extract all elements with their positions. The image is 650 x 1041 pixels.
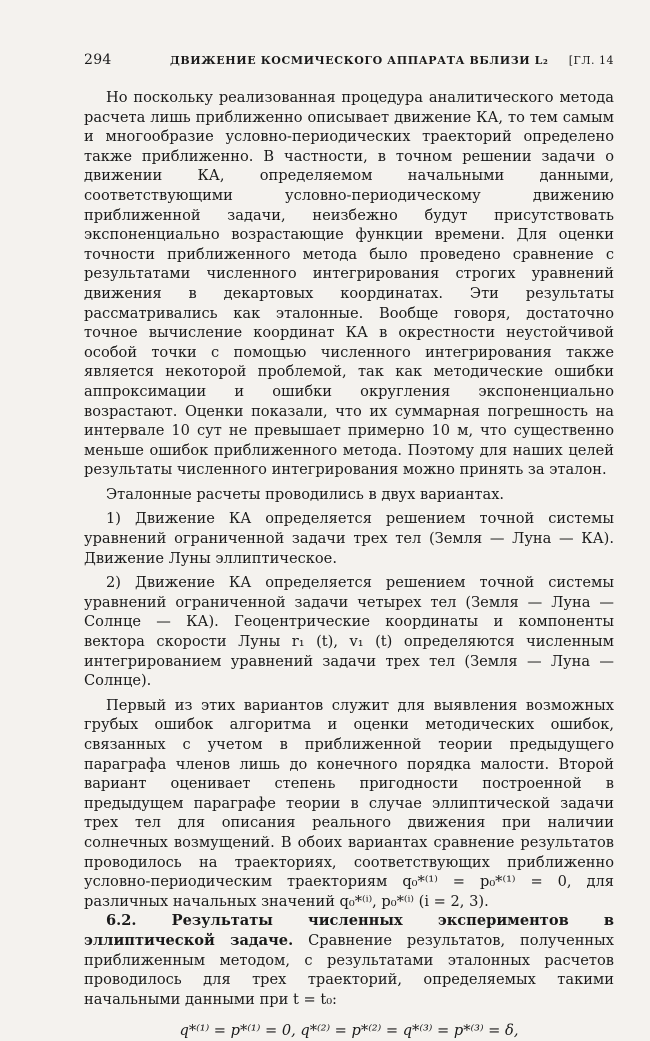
paragraph: 1) Движение КА определяется решением точной системы уравнений ограниченной задачи трех тел (Земля — Луна — КА). Движение Луны эллиптическое. [84,510,614,567]
formula: q*⁽¹⁾ = p*⁽¹⁾ = 0, q*⁽²⁾ = p*⁽²⁾ = q*⁽³⁾ = p*⁽³⁾ = δ, [179,1022,519,1040]
paragraph: Эталонные расчеты проводились в двух вариантах. [106,485,505,503]
section-title: 6.2. Результаты численных экспериментов в эллиптической задаче. [84,912,614,949]
chapter-label: [ГЛ. 14 [568,54,614,67]
running-title: ДВИЖЕНИЕ КОСМИЧЕСКОГО АППАРАТА ВБЛИЗИ L₂ [170,54,549,67]
page-number: 294 [84,52,112,68]
paragraph: Но поскольку реализованная процедура аналитического метода расчета лишь приближенно описывает движение КА, то тем самым и многообразие условно-периодических траекторий определено также приближенно. В частности, в точном решении задачи о движении КА, определяемом начальными данными, соответствующими условно-периодическому движению приближенной задачи, неизбежно будут присутствовать экспоненциально возрастающие функции времени. Для оценки точности приближенного метода было проведено сравнение с результатами численного интегрирования строгих уравнений движения в декартовых координатах. Эти результаты рассматривались как эталонные. Вообще говоря, достаточно точное вычисление координат КА в окрестности неустойчивой особой точки с помощью численного интегрирования также является некоторой проблемой, так как методические ошибки аппроксимации и ошибки округления экспоненциально возрастают. Оценки показали, что их суммарная погрешность на интервале 10 сут не превышает примерно 10 м, что существенно меньше ошибок приближенного метода. Поэтому для наших целей результаты численного интегрирования можно принять за эталон. [84,89,614,479]
paragraph: Первый из этих вариантов служит для выявления возможных грубых ошибок алгоритма и оценки методических ошибок, связанных с учетом в приближенной теории предыдущего параграфа членов лишь до конечного порядка малости. Второй вариант оценивает степень пригодности построенной в предыдущем параграфе теории в случае эллиптической задачи трех тел для описания реального движения при наличии солнечных возмущений. В обоих вариантах сравнение результатов проводилось на траекториях, соответствующих приближенно условно-периодическим траекториям q₀*⁽¹⁾ = p₀*⁽¹⁾ = 0, для различных начальных значений q₀*⁽ⁱ⁾, p₀*⁽ⁱ⁾ (i = 2, 3). [84,696,614,910]
section-text: Сравнение результатов, полученных приближенным методом, с результатами эталонных расчетов проводилось для трех траекторий, определяемых такими начальными данными при t = t₀: [84,931,615,1008]
paragraph: 2) Движение КА определяется решением точной системы уравнений ограниченной задачи четырех тел (Земля — Луна — Солнце — КА). Геоцентрические координаты и компоненты вектора скорости Луны r₁ (t), v₁ (t) определяются численным интегрированием уравнений задачи трех тел (Земля — Луна — Солнце). [84,574,614,690]
page-body [84,88,614,1041]
section-paragraph [84,911,614,1009]
